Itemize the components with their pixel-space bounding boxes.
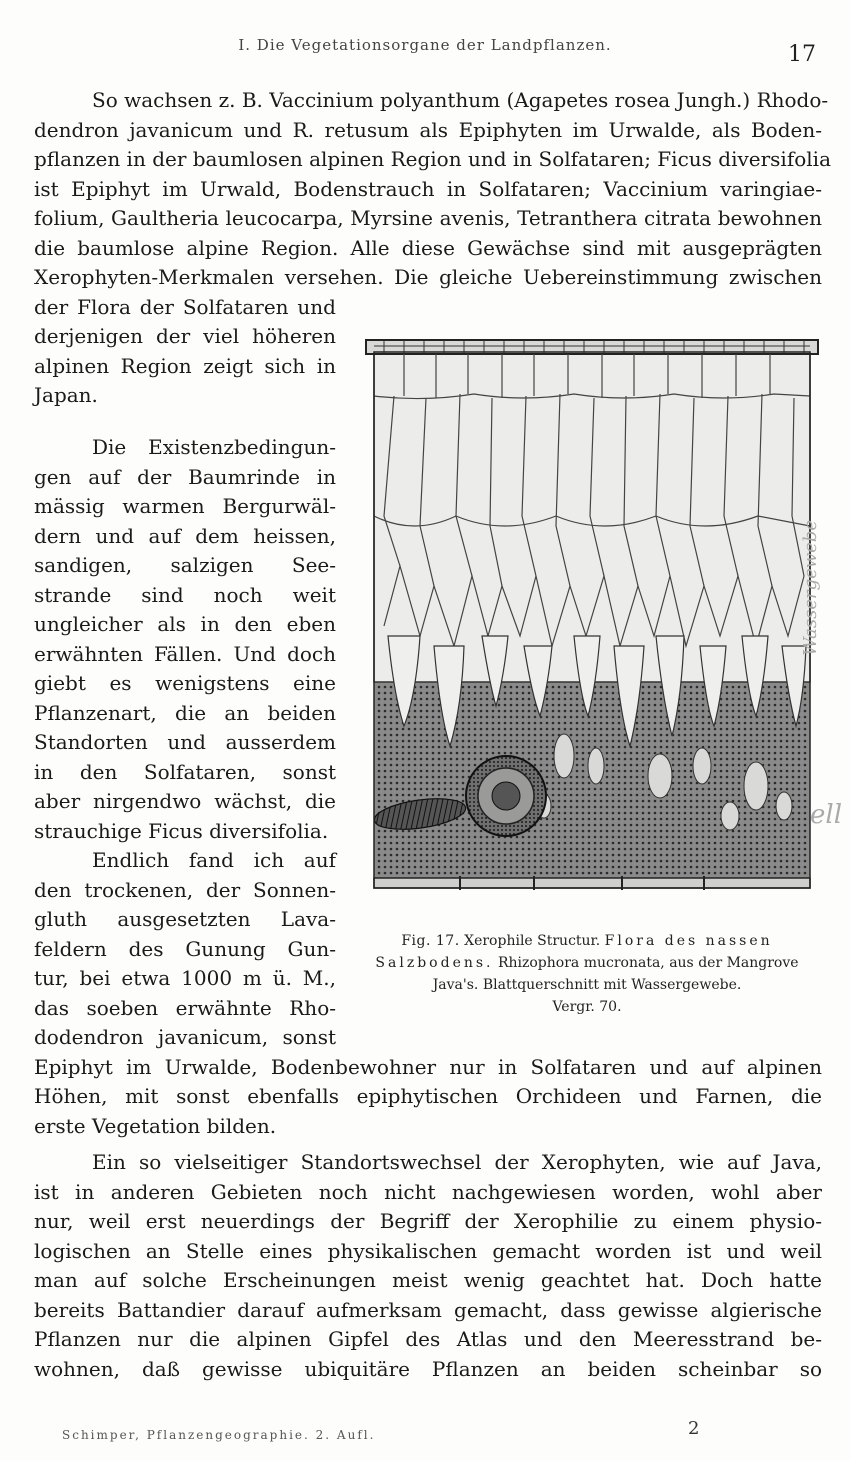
text-line: Höhen, mit sonst ebenfalls epiphytischen Orchideen und Farnen, die: [34, 1084, 822, 1108]
footer-signature: Schimper, Pflanzengeographie. 2. Aufl.: [62, 1428, 376, 1442]
text-line: Standorten und ausserdem: [34, 730, 336, 754]
text-line: sandigen, salzigen See-: [34, 553, 336, 577]
figure-title: Xerophile Structur.: [464, 933, 601, 949]
text-line: Xerophyten-Merkmalen versehen. Die gleiche Uebereinstimmung zwischen: [34, 265, 822, 289]
figure-text: Rhizophora mucronata, aus der Mangrove Java's. Blattquerschnitt mit Wassergewebe.: [432, 955, 799, 993]
water-tissue: [374, 352, 810, 682]
text-line: Die Existenzbedingun-: [92, 435, 336, 459]
text-line: alpinen Region zeigt sich in: [34, 354, 336, 378]
text-line: ist Epiphyt im Urwald, Bodenstrauch in Solfataren; Vaccinium varingiae-: [34, 177, 822, 201]
text-line: gen auf der Baumrinde in: [34, 465, 336, 489]
text-line: tur, bei etwa 1000 m ü. M.,: [34, 966, 336, 990]
text-line: ungleicher als in den eben: [34, 612, 336, 636]
text-line: aber nirgendwo wächst, die: [34, 789, 336, 813]
figure-label: Fig. 17.: [401, 933, 460, 949]
text-line: derjenigen der viel höheren: [34, 324, 336, 348]
text-line: logischen an Stelle eines physikalischen gemacht worden ist und weil: [34, 1239, 822, 1263]
text-line: feldern des Gunung Gun-: [34, 937, 336, 961]
text-line: dendron javanicum und R. retusum als Epiphyten im Urwalde, als Boden-: [34, 118, 822, 142]
text-line: folium, Gaultheria leucocarpa, Myrsine avenis, Tetranthera citrata bewohnen: [34, 206, 822, 230]
text-line: So wachsen z. B. Vaccinium polyanthum (Agapetes rosea Jungh.) Rhodo-: [92, 88, 829, 112]
text-line: wohnen, daß gewisse ubiquitäre Pflanzen an beiden scheinbar so: [34, 1357, 822, 1381]
text-line: erste Vegetation bilden.: [34, 1114, 277, 1138]
vascular-bundle: [466, 756, 546, 836]
text-line: dodendron javanicum, sonst: [34, 1025, 336, 1049]
text-line: strande sind noch weit: [34, 583, 336, 607]
text-line: Endlich fand ich auf: [92, 848, 336, 872]
figure-caption: [352, 930, 822, 1018]
margin-note-vertical: Wassergewebe: [800, 520, 821, 656]
text-line: das soeben erwähnte Rho-: [34, 996, 336, 1020]
text-line: nur, weil erst neuerdings der Begriff der Xerophilie zu einem physio-: [34, 1209, 822, 1233]
text-line: Pflanzenart, die an beiden: [34, 701, 336, 725]
margin-note-small: ell: [810, 800, 843, 830]
text-line: strauchige Ficus diversifolia.: [34, 819, 329, 843]
text-line: den trockenen, der Sonnen-: [34, 878, 336, 902]
text-line: bereits Battandier darauf aufmerksam gemacht, dass gewisse algierische: [34, 1298, 822, 1322]
text-line: man auf solche Erscheinungen meist wenig geachtet hat. Doch hatte: [34, 1268, 822, 1292]
text-line: die baumlose alpine Region. Alle diese Gewächse sind mit ausgeprägten: [34, 236, 822, 260]
text-line: pflanzen in der baumlosen alpinen Region und in Solfataren; Ficus diversifolia: [34, 147, 831, 171]
text-line: ist in anderen Gebieten noch nicht nachgewiesen worden, wohl aber: [34, 1180, 822, 1204]
text-line: giebt es wenigstens eine: [34, 671, 336, 695]
page-number: 17: [788, 42, 816, 67]
leaf-cross-section-illustration: [364, 336, 820, 896]
text-line: in den Solfataren, sonst: [34, 760, 336, 784]
figure-habitat: Flora des nassen Salzbodens.: [375, 933, 773, 971]
lower-epidermis: [374, 878, 810, 888]
footer-sheet-number: 2: [688, 1418, 700, 1439]
text-line: dern und auf dem heissen,: [34, 524, 336, 548]
text-line: Epiphyt im Urwalde, Bodenbewohner nur in Solfataren und auf alpinen: [34, 1055, 822, 1079]
text-line: Ein so vielseitiger Standortswechsel der Xerophyten, wie auf Java,: [92, 1150, 822, 1174]
text-line: mässig warmen Bergurwäl-: [34, 494, 336, 518]
text-line: der Flora der Solfataren und: [34, 295, 336, 319]
figure-magnification: Vergr. 70.: [552, 999, 622, 1015]
text-line: Japan.: [34, 383, 98, 407]
text-line: erwähnten Fällen. Und doch: [34, 642, 336, 666]
running-head: I. Die Vegetationsorgane der Landpflanzen.: [238, 36, 612, 54]
text-line: gluth ausgesetzten Lava-: [34, 907, 336, 931]
text-line: Pflanzen nur die alpinen Gipfel des Atlas und den Meeresstrand be-: [34, 1327, 822, 1351]
